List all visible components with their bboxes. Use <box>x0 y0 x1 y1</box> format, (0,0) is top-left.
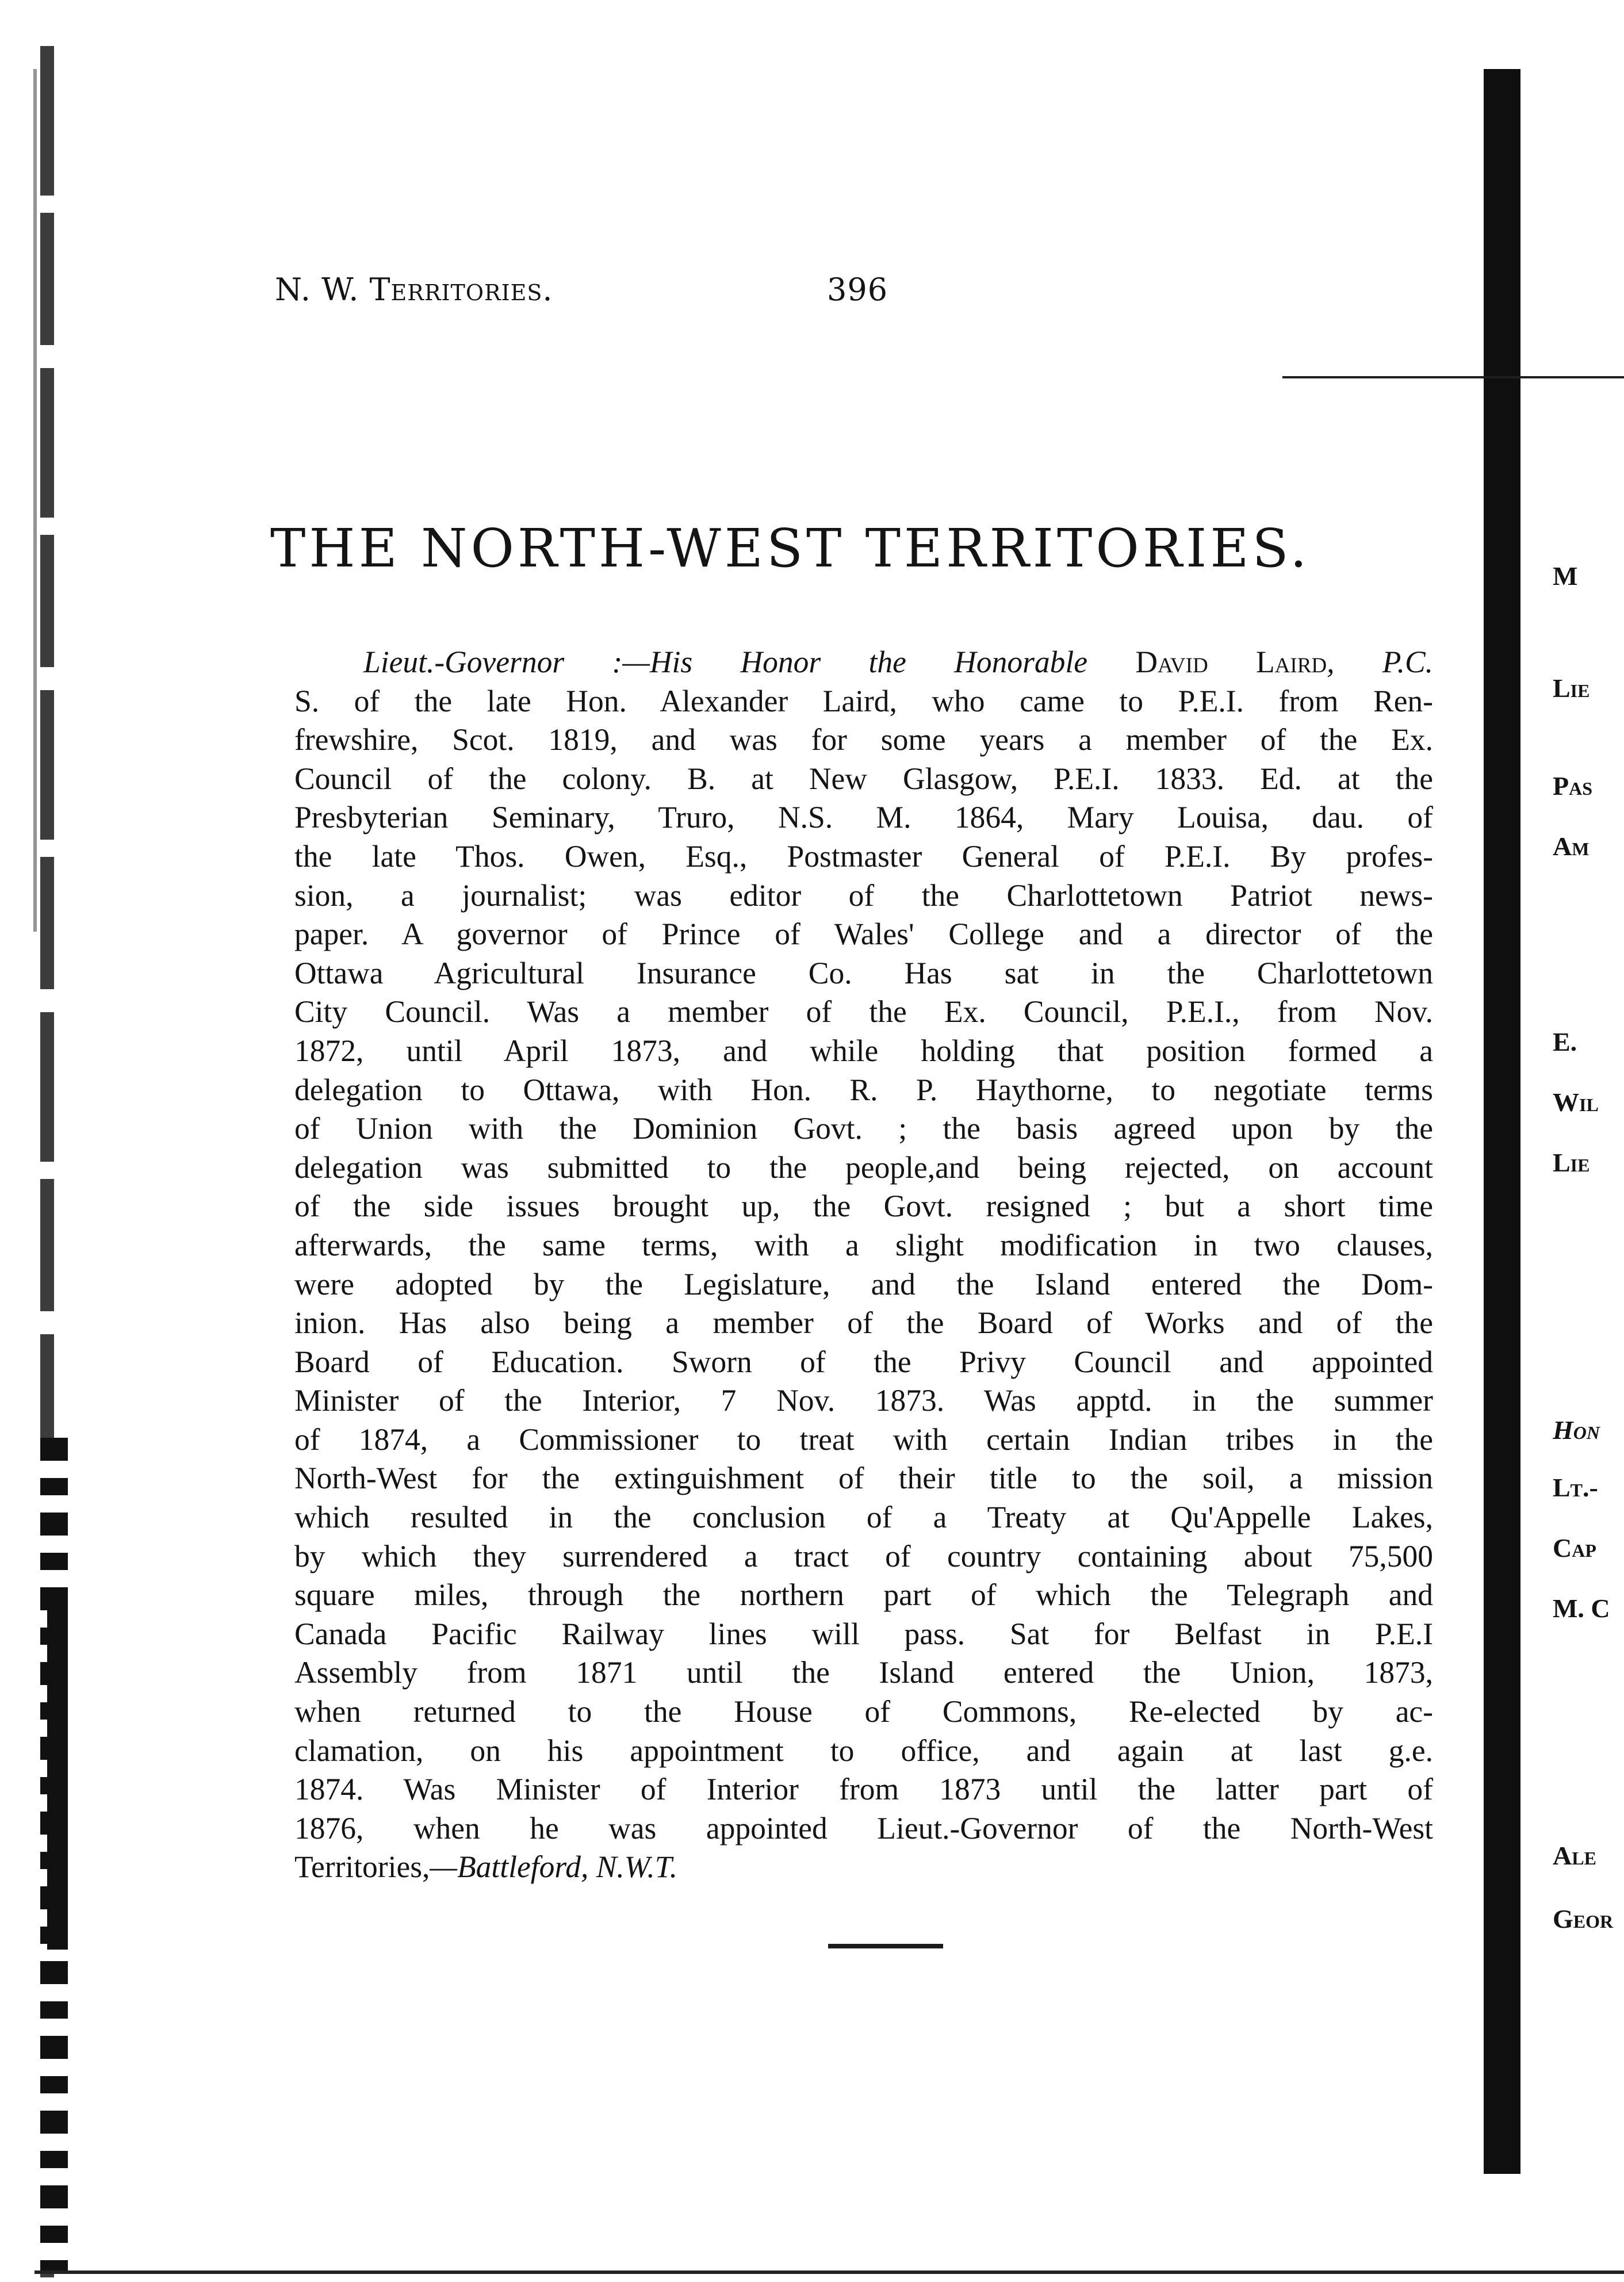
running-head-section: N. W. Territories. <box>275 271 553 308</box>
title-suffix: , P.C. <box>1327 645 1434 679</box>
text-line: Board of Education. Sworn of the Privy Council and appointed <box>294 1344 1433 1379</box>
facing-page-word: M. C <box>1553 1594 1610 1623</box>
facing-page-word: Geor <box>1553 1904 1614 1933</box>
text-line: 1874. Was Minister of Interior from 1873 until the latter part of <box>294 1772 1433 1807</box>
facing-page-word: E. <box>1553 1027 1577 1056</box>
end-rule <box>828 1944 943 1948</box>
facing-page-word: M <box>1553 561 1578 591</box>
facing-page-word: Ale <box>1553 1841 1596 1870</box>
text-line: which resulted in the conclusion of a Treaty at Qu'Appelle Lakes, <box>294 1500 1433 1535</box>
text-line: when returned to the House of Commons, Re-elected by ac- <box>294 1694 1433 1729</box>
facing-page-fragment <box>1553 0 1624 2282</box>
scan-gutter-shadow <box>1484 69 1520 2174</box>
scan-left-solid-bar <box>47 1605 68 1950</box>
scan-binding-edge <box>33 69 37 932</box>
text-line: of 1874, a Commissioner to treat with certain Indian tribes in the <box>294 1422 1433 1457</box>
text-line: paper. A governor of Prince of Wales' College and a director of the <box>294 917 1433 952</box>
text-line: Presbyterian Seminary, Truro, N.S. M. 1864, Mary Louisa, dau. of <box>294 800 1433 835</box>
facing-page-word: Lt.- <box>1553 1473 1598 1502</box>
facing-page-word: Lie <box>1553 673 1590 703</box>
last-line <box>294 1848 1433 1887</box>
facing-page-word: Pas <box>1553 771 1593 801</box>
text-line: delegation was submitted to the people,and being rejected, on account <box>294 1150 1433 1185</box>
text-line: frewshire, Scot. 1819, and was for some years a member of the Ex. <box>294 722 1433 757</box>
biography-paragraph <box>294 643 1433 1887</box>
page-title: THE NORTH-WEST TERRITORIES. <box>270 518 1311 579</box>
scan-bottom-edge <box>35 2270 1624 2274</box>
facing-page-word: Hon <box>1553 1415 1600 1445</box>
person-name: David Laird <box>1135 645 1327 679</box>
text-line: inion. Has also being a member of the Board of Works and of the <box>294 1305 1433 1341</box>
text-line: North-West for the extinguishment of their title to the soil, a mission <box>294 1461 1433 1496</box>
text-line: of Union with the Dominion Govt. ; the basis agreed upon by the <box>294 1111 1433 1146</box>
role-label: Lieut.-Governor : <box>363 645 623 679</box>
facing-page-word: Cap <box>1553 1533 1596 1563</box>
text-line: were adopted by the Legislature, and the Island entered the Dom- <box>294 1266 1433 1301</box>
text-line: Minister of the Interior, 7 Nov. 1873. Was apptd. in the summer <box>294 1383 1433 1418</box>
page-number: 396 <box>827 271 888 308</box>
text-line: by which they surrendered a tract of country containing about 75,500 <box>294 1538 1433 1573</box>
text-line: of the side issues brought up, the Govt. resigned ; but a short time <box>294 1189 1433 1224</box>
text-line: Assembly from 1871 until the Island entered the Union, 1873, <box>294 1655 1433 1690</box>
facing-page-word: Am <box>1553 832 1589 861</box>
text-line: City Council. Was a member of the Ex. Council, P.E.I., from Nov. <box>294 994 1433 1029</box>
text-line: 1872, until April 1873, and while holding that position formed a <box>294 1033 1433 1068</box>
text-line: Council of the colony. B. at New Glasgow, P.E.I. 1833. Ed. at the <box>294 761 1433 796</box>
facing-page-word: Wil <box>1553 1088 1599 1117</box>
text-line: sion, a journalist; was editor of the Charlottetown Patriot news- <box>294 878 1433 913</box>
text-line: afterwards, the same terms, with a slight modification in two clauses, <box>294 1227 1433 1262</box>
text-line: Canada Pacific Railway lines will pass. Sat for Belfast in P.E.I <box>294 1616 1433 1651</box>
text-line: 1876, when he was appointed Lieut.-Governor of the North-West <box>294 1810 1433 1845</box>
running-head <box>275 271 965 317</box>
text-line: S. of the late Hon. Alexander Laird, who came to P.E.I. from Ren- <box>294 683 1433 718</box>
first-line <box>294 643 1433 682</box>
text-line: delegation to Ottawa, with Hon. R. P. Haythorne, to negotiate terms <box>294 1072 1433 1107</box>
facing-page-word: Lie <box>1553 1148 1590 1177</box>
text-line: clamation, on his appointment to office, and again at last g.e. <box>294 1733 1433 1768</box>
honorific: —His Honor the Honorable <box>622 645 1088 679</box>
final-text: Territories, <box>294 1850 430 1885</box>
text-line: Ottawa Agricultural Insurance Co. Has sat in the Charlottetown <box>294 955 1433 990</box>
text-line: square miles, through the northern part of which the Telegraph and <box>294 1578 1433 1613</box>
residence: —Battleford, N.W.T. <box>430 1850 677 1885</box>
text-line: the late Thos. Owen, Esq., Postmaster General of P.E.I. By profes- <box>294 838 1433 874</box>
